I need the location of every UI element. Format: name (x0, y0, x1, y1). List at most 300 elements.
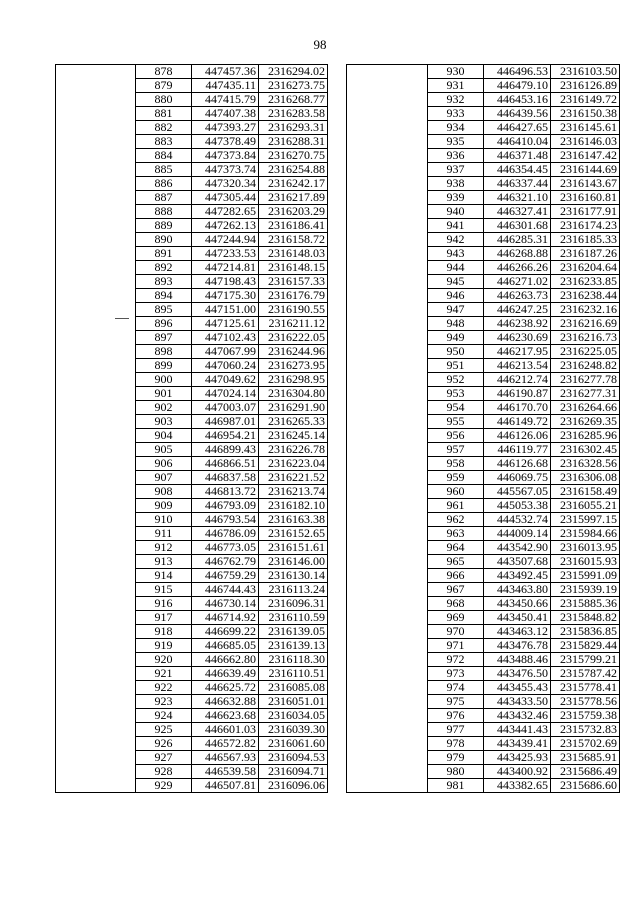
point-number-cell: 893 (136, 275, 192, 289)
table-row (347, 709, 620, 723)
x-coordinate-cell: 446230.69 (484, 331, 551, 345)
y-coordinate-cell: 2316148.15 (259, 261, 328, 275)
y-coordinate-cell: 2316277.78 (551, 373, 620, 387)
blank-cell (347, 219, 428, 233)
point-number-cell: 910 (136, 513, 192, 527)
x-coordinate-cell: 447067.99 (192, 345, 259, 359)
x-coordinate-cell: 446601.03 (192, 723, 259, 737)
table-row (347, 597, 620, 611)
y-coordinate-cell: 2316217.89 (259, 191, 328, 205)
x-coordinate-cell: 444009.14 (484, 527, 551, 541)
blank-cell (56, 401, 136, 415)
blank-cell (347, 667, 428, 681)
blank-cell (56, 387, 136, 401)
coordinate-table-right (346, 64, 620, 793)
point-number-cell: 918 (136, 625, 192, 639)
point-number-cell: 900 (136, 373, 192, 387)
table-row (56, 247, 328, 261)
x-coordinate-cell: 443425.93 (484, 751, 551, 765)
blank-cell (56, 303, 136, 317)
blank-cell (347, 723, 428, 737)
table-row (347, 65, 620, 79)
table-row (347, 219, 620, 233)
table-row (347, 723, 620, 737)
point-number-cell: 884 (136, 149, 192, 163)
y-coordinate-cell: 2316145.61 (551, 121, 620, 135)
y-coordinate-cell: 2316254.88 (259, 163, 328, 177)
y-coordinate-cell: 2315685.91 (551, 751, 620, 765)
blank-cell (56, 79, 136, 93)
blank-cell (56, 345, 136, 359)
table-row (347, 247, 620, 261)
x-coordinate-cell: 446793.09 (192, 499, 259, 513)
y-coordinate-cell: 2315759.38 (551, 709, 620, 723)
blank-cell (347, 471, 428, 485)
y-coordinate-cell: 2316110.59 (259, 611, 328, 625)
y-coordinate-cell: 2316273.75 (259, 79, 328, 93)
y-coordinate-cell: 2316293.31 (259, 121, 328, 135)
y-coordinate-cell: 2316103.50 (551, 65, 620, 79)
y-coordinate-cell: 2316185.33 (551, 233, 620, 247)
point-number-cell: 969 (428, 611, 484, 625)
y-coordinate-cell: 2316238.44 (551, 289, 620, 303)
coordinate-table-left (55, 64, 328, 793)
blank-cell (56, 163, 136, 177)
blank-cell (56, 275, 136, 289)
blank-cell (347, 135, 428, 149)
blank-cell (347, 331, 428, 345)
y-coordinate-cell: 2315848.82 (551, 611, 620, 625)
table-row (56, 737, 328, 751)
blank-cell (347, 751, 428, 765)
point-number-cell: 948 (428, 317, 484, 331)
blank-cell (56, 611, 136, 625)
table-row (347, 135, 620, 149)
table-row (56, 177, 328, 191)
y-coordinate-cell: 2316186.41 (259, 219, 328, 233)
x-coordinate-cell: 445567.05 (484, 485, 551, 499)
y-coordinate-cell: 2316294.02 (259, 65, 328, 79)
point-number-cell: 975 (428, 695, 484, 709)
table-row (56, 457, 328, 471)
x-coordinate-cell: 443463.12 (484, 625, 551, 639)
y-coordinate-cell: 2316204.64 (551, 261, 620, 275)
x-coordinate-cell: 447393.27 (192, 121, 259, 135)
point-number-cell: 905 (136, 443, 192, 457)
blank-cell (347, 765, 428, 779)
blank-cell (56, 317, 136, 331)
table-row (347, 415, 620, 429)
x-coordinate-cell: 446813.72 (192, 485, 259, 499)
x-coordinate-cell: 446212.74 (484, 373, 551, 387)
y-coordinate-cell: 2316182.10 (259, 499, 328, 513)
y-coordinate-cell: 2316213.74 (259, 485, 328, 499)
table-row (347, 331, 620, 345)
table-row (347, 737, 620, 751)
point-number-cell: 878 (136, 65, 192, 79)
blank-cell (56, 513, 136, 527)
table-row (347, 275, 620, 289)
y-coordinate-cell: 2316211.12 (259, 317, 328, 331)
blank-cell (56, 485, 136, 499)
y-coordinate-cell: 2316158.49 (551, 485, 620, 499)
table-row (56, 191, 328, 205)
blank-cell (56, 737, 136, 751)
blank-cell (347, 569, 428, 583)
x-coordinate-cell: 446238.92 (484, 317, 551, 331)
table-row (347, 653, 620, 667)
x-coordinate-cell: 447373.84 (192, 149, 259, 163)
point-number-cell: 911 (136, 527, 192, 541)
blank-cell (56, 723, 136, 737)
point-number-cell: 974 (428, 681, 484, 695)
point-number-cell: 895 (136, 303, 192, 317)
point-number-cell: 952 (428, 373, 484, 387)
point-number-cell: 947 (428, 303, 484, 317)
x-coordinate-cell: 446439.56 (484, 107, 551, 121)
table-row (56, 611, 328, 625)
y-coordinate-cell: 2316118.30 (259, 653, 328, 667)
point-number-cell: 897 (136, 331, 192, 345)
y-coordinate-cell: 2315991.09 (551, 569, 620, 583)
point-number-cell: 972 (428, 653, 484, 667)
table-row (56, 387, 328, 401)
point-number-cell: 885 (136, 163, 192, 177)
point-number-cell: 880 (136, 93, 192, 107)
table-row (56, 163, 328, 177)
y-coordinate-cell: 2316163.38 (259, 513, 328, 527)
x-coordinate-cell: 443450.66 (484, 597, 551, 611)
x-coordinate-cell: 447378.49 (192, 135, 259, 149)
table-row (56, 569, 328, 583)
blank-cell (347, 359, 428, 373)
table-row (56, 709, 328, 723)
point-number-cell: 941 (428, 219, 484, 233)
y-coordinate-cell: 2316226.78 (259, 443, 328, 457)
table-row (56, 261, 328, 275)
y-coordinate-cell: 2316152.65 (259, 527, 328, 541)
blank-cell (56, 653, 136, 667)
table-row (56, 121, 328, 135)
table-row (347, 373, 620, 387)
blank-cell (56, 289, 136, 303)
x-coordinate-cell: 446759.29 (192, 569, 259, 583)
point-number-cell: 894 (136, 289, 192, 303)
table-row (56, 695, 328, 709)
blank-cell (56, 443, 136, 457)
blank-cell (56, 233, 136, 247)
blank-cell (347, 93, 428, 107)
y-coordinate-cell: 2315829.44 (551, 639, 620, 653)
y-coordinate-cell: 2316223.04 (259, 457, 328, 471)
x-coordinate-cell: 447151.00 (192, 303, 259, 317)
y-coordinate-cell: 2315686.49 (551, 765, 620, 779)
table-row (56, 149, 328, 163)
table-row (347, 289, 620, 303)
point-number-cell: 943 (428, 247, 484, 261)
blank-cell (56, 331, 136, 345)
x-coordinate-cell: 447415.79 (192, 93, 259, 107)
x-coordinate-cell: 446213.54 (484, 359, 551, 373)
y-coordinate-cell: 2316216.69 (551, 317, 620, 331)
x-coordinate-cell: 447320.34 (192, 177, 259, 191)
table-row (56, 765, 328, 779)
point-number-cell: 922 (136, 681, 192, 695)
point-number-cell: 928 (136, 765, 192, 779)
blank-cell (56, 359, 136, 373)
y-coordinate-cell: 2316233.85 (551, 275, 620, 289)
x-coordinate-cell: 447262.13 (192, 219, 259, 233)
x-coordinate-cell: 447214.81 (192, 261, 259, 275)
x-coordinate-cell: 443542.90 (484, 541, 551, 555)
x-coordinate-cell: 447233.53 (192, 247, 259, 261)
y-coordinate-cell: 2316051.01 (259, 695, 328, 709)
blank-cell (347, 443, 428, 457)
table-row (347, 79, 620, 93)
x-coordinate-cell: 443507.68 (484, 555, 551, 569)
x-coordinate-cell: 446271.02 (484, 275, 551, 289)
table-row (56, 639, 328, 653)
y-coordinate-cell: 2315939.19 (551, 583, 620, 597)
table-row (347, 387, 620, 401)
point-number-cell: 954 (428, 401, 484, 415)
table-row (347, 261, 620, 275)
point-number-cell: 909 (136, 499, 192, 513)
point-number-cell: 934 (428, 121, 484, 135)
y-coordinate-cell: 2316298.95 (259, 373, 328, 387)
table-row (347, 555, 620, 569)
blank-cell (347, 681, 428, 695)
blank-cell (347, 373, 428, 387)
x-coordinate-cell: 446793.54 (192, 513, 259, 527)
x-coordinate-cell: 446301.68 (484, 219, 551, 233)
y-coordinate-cell: 2316177.91 (551, 205, 620, 219)
x-coordinate-cell: 446623.68 (192, 709, 259, 723)
y-coordinate-cell: 2316245.14 (259, 429, 328, 443)
point-number-cell: 912 (136, 541, 192, 555)
y-coordinate-cell: 2316265.33 (259, 415, 328, 429)
point-number-cell: 886 (136, 177, 192, 191)
point-number-cell: 956 (428, 429, 484, 443)
x-coordinate-cell: 446762.79 (192, 555, 259, 569)
point-number-cell: 925 (136, 723, 192, 737)
table-row (56, 275, 328, 289)
y-coordinate-cell: 2316160.81 (551, 191, 620, 205)
x-coordinate-cell: 446954.21 (192, 429, 259, 443)
y-coordinate-cell: 2316264.66 (551, 401, 620, 415)
table-row (347, 303, 620, 317)
blank-cell (347, 317, 428, 331)
table-row (56, 681, 328, 695)
point-number-cell: 951 (428, 359, 484, 373)
x-coordinate-cell: 446507.81 (192, 779, 259, 793)
blank-cell (347, 513, 428, 527)
blank-cell (347, 625, 428, 639)
table-row (56, 751, 328, 765)
y-coordinate-cell: 2316225.05 (551, 345, 620, 359)
table-row (56, 471, 328, 485)
y-coordinate-cell: 2316242.17 (259, 177, 328, 191)
blank-cell (56, 709, 136, 723)
blank-cell (56, 765, 136, 779)
table-row (347, 639, 620, 653)
table-row (347, 485, 620, 499)
y-coordinate-cell: 2316328.56 (551, 457, 620, 471)
blank-cell (347, 191, 428, 205)
blank-cell (347, 583, 428, 597)
x-coordinate-cell: 446263.73 (484, 289, 551, 303)
point-number-cell: 946 (428, 289, 484, 303)
y-coordinate-cell: 2316283.58 (259, 107, 328, 121)
table-row (347, 583, 620, 597)
blank-cell (56, 597, 136, 611)
point-number-cell: 953 (428, 387, 484, 401)
table-row (347, 317, 620, 331)
blank-cell (347, 401, 428, 415)
point-number-cell: 902 (136, 401, 192, 415)
blank-cell (56, 527, 136, 541)
point-number-cell: 891 (136, 247, 192, 261)
y-coordinate-cell: 2316291.90 (259, 401, 328, 415)
x-coordinate-cell: 443476.50 (484, 667, 551, 681)
blank-cell (56, 499, 136, 513)
blank-cell (56, 555, 136, 569)
y-coordinate-cell: 2315836.85 (551, 625, 620, 639)
x-coordinate-cell: 446899.43 (192, 443, 259, 457)
y-coordinate-cell: 2315732.83 (551, 723, 620, 737)
x-coordinate-cell: 446639.49 (192, 667, 259, 681)
point-number-cell: 921 (136, 667, 192, 681)
point-number-cell: 919 (136, 639, 192, 653)
x-coordinate-cell: 446170.70 (484, 401, 551, 415)
point-number-cell: 945 (428, 275, 484, 289)
blank-cell (56, 247, 136, 261)
blank-cell (347, 653, 428, 667)
table-row (347, 359, 620, 373)
x-coordinate-cell: 447049.62 (192, 373, 259, 387)
x-coordinate-cell: 446987.01 (192, 415, 259, 429)
point-number-cell: 923 (136, 695, 192, 709)
y-coordinate-cell: 2316277.31 (551, 387, 620, 401)
table-row (56, 135, 328, 149)
y-coordinate-cell: 2316244.96 (259, 345, 328, 359)
x-coordinate-cell: 443488.46 (484, 653, 551, 667)
point-number-cell: 913 (136, 555, 192, 569)
point-number-cell: 949 (428, 331, 484, 345)
point-number-cell: 938 (428, 177, 484, 191)
table-row (56, 303, 328, 317)
y-coordinate-cell: 2316094.53 (259, 751, 328, 765)
table-row (347, 569, 620, 583)
blank-cell (347, 457, 428, 471)
point-number-cell: 926 (136, 737, 192, 751)
x-coordinate-cell: 446699.22 (192, 625, 259, 639)
x-coordinate-cell: 443450.41 (484, 611, 551, 625)
blank-cell (347, 555, 428, 569)
point-number-cell: 929 (136, 779, 192, 793)
blank-cell (347, 233, 428, 247)
y-coordinate-cell: 2316143.67 (551, 177, 620, 191)
y-coordinate-cell: 2316096.31 (259, 597, 328, 611)
point-number-cell: 932 (428, 93, 484, 107)
blank-cell (347, 485, 428, 499)
table-row (56, 499, 328, 513)
blank-cell (56, 429, 136, 443)
point-number-cell: 888 (136, 205, 192, 219)
table-row (56, 93, 328, 107)
table-row (56, 359, 328, 373)
x-coordinate-cell: 447435.11 (192, 79, 259, 93)
x-coordinate-cell: 447282.65 (192, 205, 259, 219)
y-coordinate-cell: 2316113.24 (259, 583, 328, 597)
table-row (347, 527, 620, 541)
point-number-cell: 966 (428, 569, 484, 583)
blank-cell (347, 303, 428, 317)
x-coordinate-cell: 446567.93 (192, 751, 259, 765)
x-coordinate-cell: 446685.05 (192, 639, 259, 653)
point-number-cell: 968 (428, 597, 484, 611)
x-coordinate-cell: 447373.74 (192, 163, 259, 177)
y-coordinate-cell: 2316130.14 (259, 569, 328, 583)
y-coordinate-cell: 2316034.05 (259, 709, 328, 723)
point-number-cell: 959 (428, 471, 484, 485)
page-number: 98 (313, 37, 327, 52)
y-coordinate-cell: 2316144.69 (551, 163, 620, 177)
x-coordinate-cell: 447102.43 (192, 331, 259, 345)
x-coordinate-cell: 447407.38 (192, 107, 259, 121)
point-number-cell: 898 (136, 345, 192, 359)
table-row (56, 723, 328, 737)
y-coordinate-cell: 2315686.60 (551, 779, 620, 793)
y-coordinate-cell: 2316148.03 (259, 247, 328, 261)
table-row (56, 205, 328, 219)
x-coordinate-cell: 443476.78 (484, 639, 551, 653)
point-number-cell: 892 (136, 261, 192, 275)
table-row (347, 681, 620, 695)
point-number-cell: 887 (136, 191, 192, 205)
blank-cell (347, 415, 428, 429)
blank-cell (347, 779, 428, 793)
point-number-cell: 883 (136, 135, 192, 149)
blank-cell (347, 177, 428, 191)
x-coordinate-cell: 446625.72 (192, 681, 259, 695)
point-number-cell: 901 (136, 387, 192, 401)
table-row (347, 205, 620, 219)
x-coordinate-cell: 443432.46 (484, 709, 551, 723)
point-number-cell: 896 (136, 317, 192, 331)
table-row (56, 485, 328, 499)
y-coordinate-cell: 2316150.38 (551, 107, 620, 121)
table-row (56, 513, 328, 527)
x-coordinate-cell: 446217.95 (484, 345, 551, 359)
y-coordinate-cell: 2316302.45 (551, 443, 620, 457)
x-coordinate-cell: 446866.51 (192, 457, 259, 471)
y-coordinate-cell: 2316174.23 (551, 219, 620, 233)
table-row (347, 163, 620, 177)
table-row (56, 779, 328, 793)
point-number-cell: 978 (428, 737, 484, 751)
y-coordinate-cell: 2315778.41 (551, 681, 620, 695)
y-coordinate-cell: 2316149.72 (551, 93, 620, 107)
x-coordinate-cell: 446069.75 (484, 471, 551, 485)
blank-cell (56, 681, 136, 695)
table-row (347, 471, 620, 485)
blank-cell (56, 751, 136, 765)
y-coordinate-cell: 2316013.95 (551, 541, 620, 555)
point-number-cell: 904 (136, 429, 192, 443)
x-coordinate-cell: 446149.72 (484, 415, 551, 429)
x-coordinate-cell: 446327.41 (484, 205, 551, 219)
